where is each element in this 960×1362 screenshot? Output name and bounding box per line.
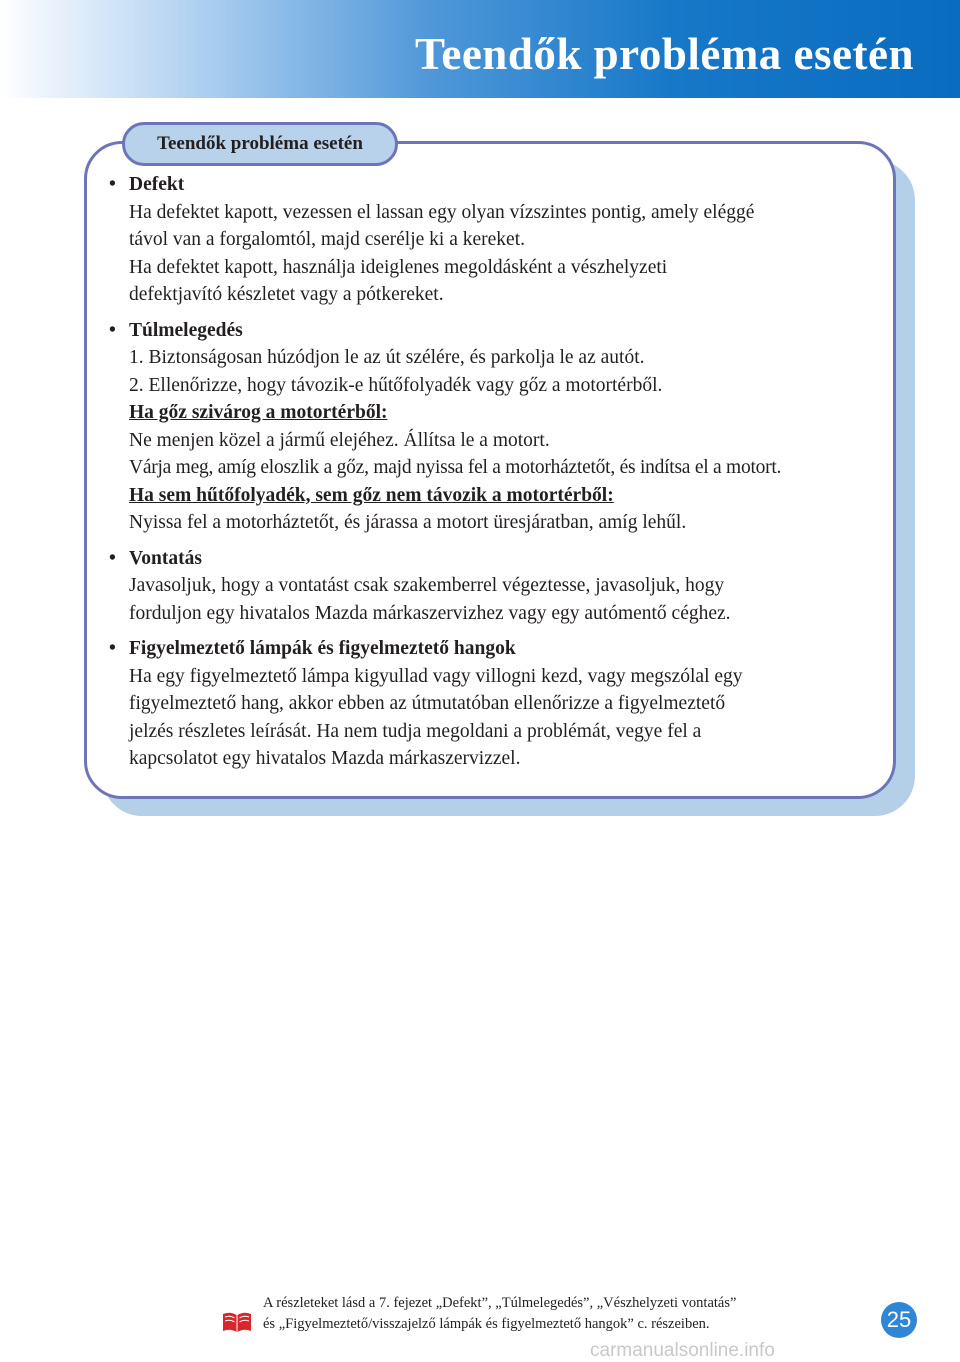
subheading: Ha sem hűtőfolyadék, sem gőz nem távozik a motortérből: — [129, 484, 614, 506]
bullet: • — [109, 638, 116, 659]
text-line: Ne menjen közel a jármű elejéhez. Állítsa le a motort. — [129, 429, 550, 451]
text-line: forduljon egy hivatalos Mazda márkaszervizhez vagy egy autómentő céghez. — [129, 602, 731, 624]
section-vontatas — [109, 545, 889, 628]
section-title: Figyelmeztető lámpák és figyelmeztető hangok — [129, 638, 516, 659]
section-defekt — [109, 171, 889, 309]
text-line: Ha defektet kapott, vezessen el lassan egy olyan vízszintes pontig, amely eléggé — [129, 201, 755, 223]
footer-line: A részleteket lásd a 7. fejezet „Defekt”, „Túlmelegedés”, „Vészhelyzeti vontatás” — [263, 1295, 737, 1311]
text-line: Nyissa fel a motorháztetőt, és járassa a motort üresjáratban, amíg lehűl. — [129, 512, 687, 533]
page-number: 25 — [881, 1302, 917, 1338]
footer-reference — [263, 1293, 863, 1335]
text-line: Javasoljuk, hogy a vontatást csak szakemberrel végeztesse, javasoljuk, hogy — [129, 575, 725, 596]
bullet: • — [109, 319, 116, 341]
subheading: Ha gőz szivárog a motortérből: — [129, 402, 388, 423]
bullet: • — [109, 547, 116, 569]
section-title: Defekt — [129, 174, 185, 195]
section-title: Vontatás — [129, 547, 202, 569]
section-tulmelegedes — [109, 317, 889, 537]
text-line: Ha defektet kapott, használja ideiglenes megoldásként a vészhelyzeti — [129, 256, 668, 278]
book-icon — [221, 1310, 253, 1334]
text-line: távol van a forgalomtól, majd cserélje ki a kereket. — [129, 229, 525, 250]
section-figyelmezteto — [109, 635, 889, 773]
text-line: jelzés részletes leírását. Ha nem tudja megoldani a problémát, vegye fel a — [129, 720, 702, 742]
section-title: Túlmelegedés — [129, 319, 243, 341]
info-box-tab — [122, 122, 398, 166]
info-box-tab-label: Teendők probléma esetén — [157, 133, 363, 154]
watermark: carmanualsonline.info — [590, 1340, 775, 1361]
text-line: Ha egy figyelmeztető lámpa kigyullad vagy villogni kezd, vagy megszólal egy — [129, 665, 743, 687]
text-line: Várja meg, amíg eloszlik a gőz, majd nyissa fel a motorháztetőt, és indítsa el a motort. — [129, 457, 782, 478]
text-line: kapcsolatot egy hivatalos Mazda márkaszervizzel. — [129, 748, 521, 769]
text-line: defektjavító készletet vagy a pótkereket. — [129, 284, 444, 305]
info-box-content — [109, 171, 889, 781]
text-line: 1. Biztonságosan húzódjon le az út szélére, és parkolja le az autót. — [129, 347, 645, 368]
text-line: figyelmeztető hang, akkor ebben az útmutatóban ellenőrizze a figyelmeztető — [129, 693, 726, 714]
text-line: 2. Ellenőrizze, hogy távozik-e hűtőfolyadék vagy gőz a motortérből. — [129, 374, 663, 396]
page-title: Teendők probléma esetén — [414, 29, 914, 79]
bullet: • — [109, 174, 116, 195]
footer-line: és „Figyelmeztető/visszajelző lámpák és figyelmeztető hangok” c. részeiben. — [263, 1316, 710, 1332]
